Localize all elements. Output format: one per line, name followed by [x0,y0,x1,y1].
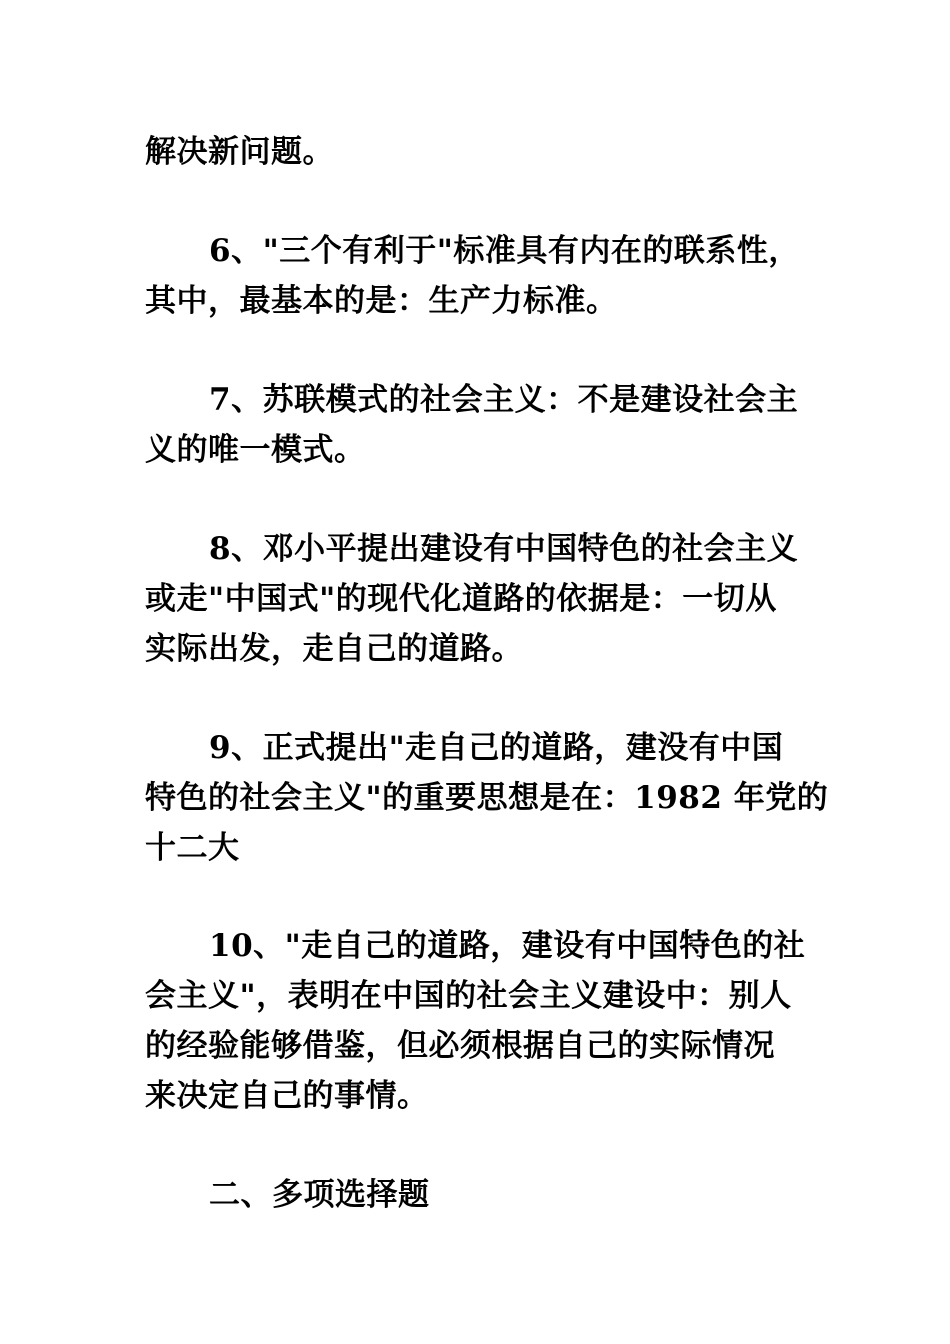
text-line: 9、正式提出"走自己的道路，建没有中国 [209,730,784,766]
text-line: 其中，最基本的是：生产力标准。 [145,283,618,319]
text-line: 特色的社会主义"的重要思想是在：1982 年党的 [145,780,829,816]
text-line: 7、苏联模式的社会主义：不是建设社会主 [209,382,799,418]
text-line: 解决新问题。 [145,134,334,170]
paragraph-item-7 [145,375,810,475]
paragraph-item-10 [145,921,810,1121]
paragraph-item-9 [145,723,829,873]
text-line: 义的唯一模式。 [145,432,366,468]
section-heading-text: 二、多项选择题 [209,1177,430,1213]
paragraph-item-6 [145,226,810,326]
text-line: 实际出发，走自己的道路。 [145,631,523,667]
text-line: 10、"走自己的道路，建设有中国特色的社 [209,928,806,964]
text-line: 8、邓小平提出建设有中国特色的社会主义 [209,531,799,567]
paragraph-continuation [145,127,810,177]
paragraph-item-8 [145,524,810,674]
text-line: 十二大 [145,830,240,866]
text-line: 来决定自己的事情。 [145,1078,429,1114]
text-line: 的经验能够借鉴，但必须根据自己的实际情况 [145,1028,775,1064]
text-line: 6、"三个有利于"标准具有内在的联系性， [209,233,800,269]
section-heading [145,1170,810,1220]
text-line: 会主义"，表明在中国的社会主义建设中：别人 [145,978,792,1014]
text-line: 或走"中国式"的现代化道路的依据是：一切从 [145,581,777,617]
